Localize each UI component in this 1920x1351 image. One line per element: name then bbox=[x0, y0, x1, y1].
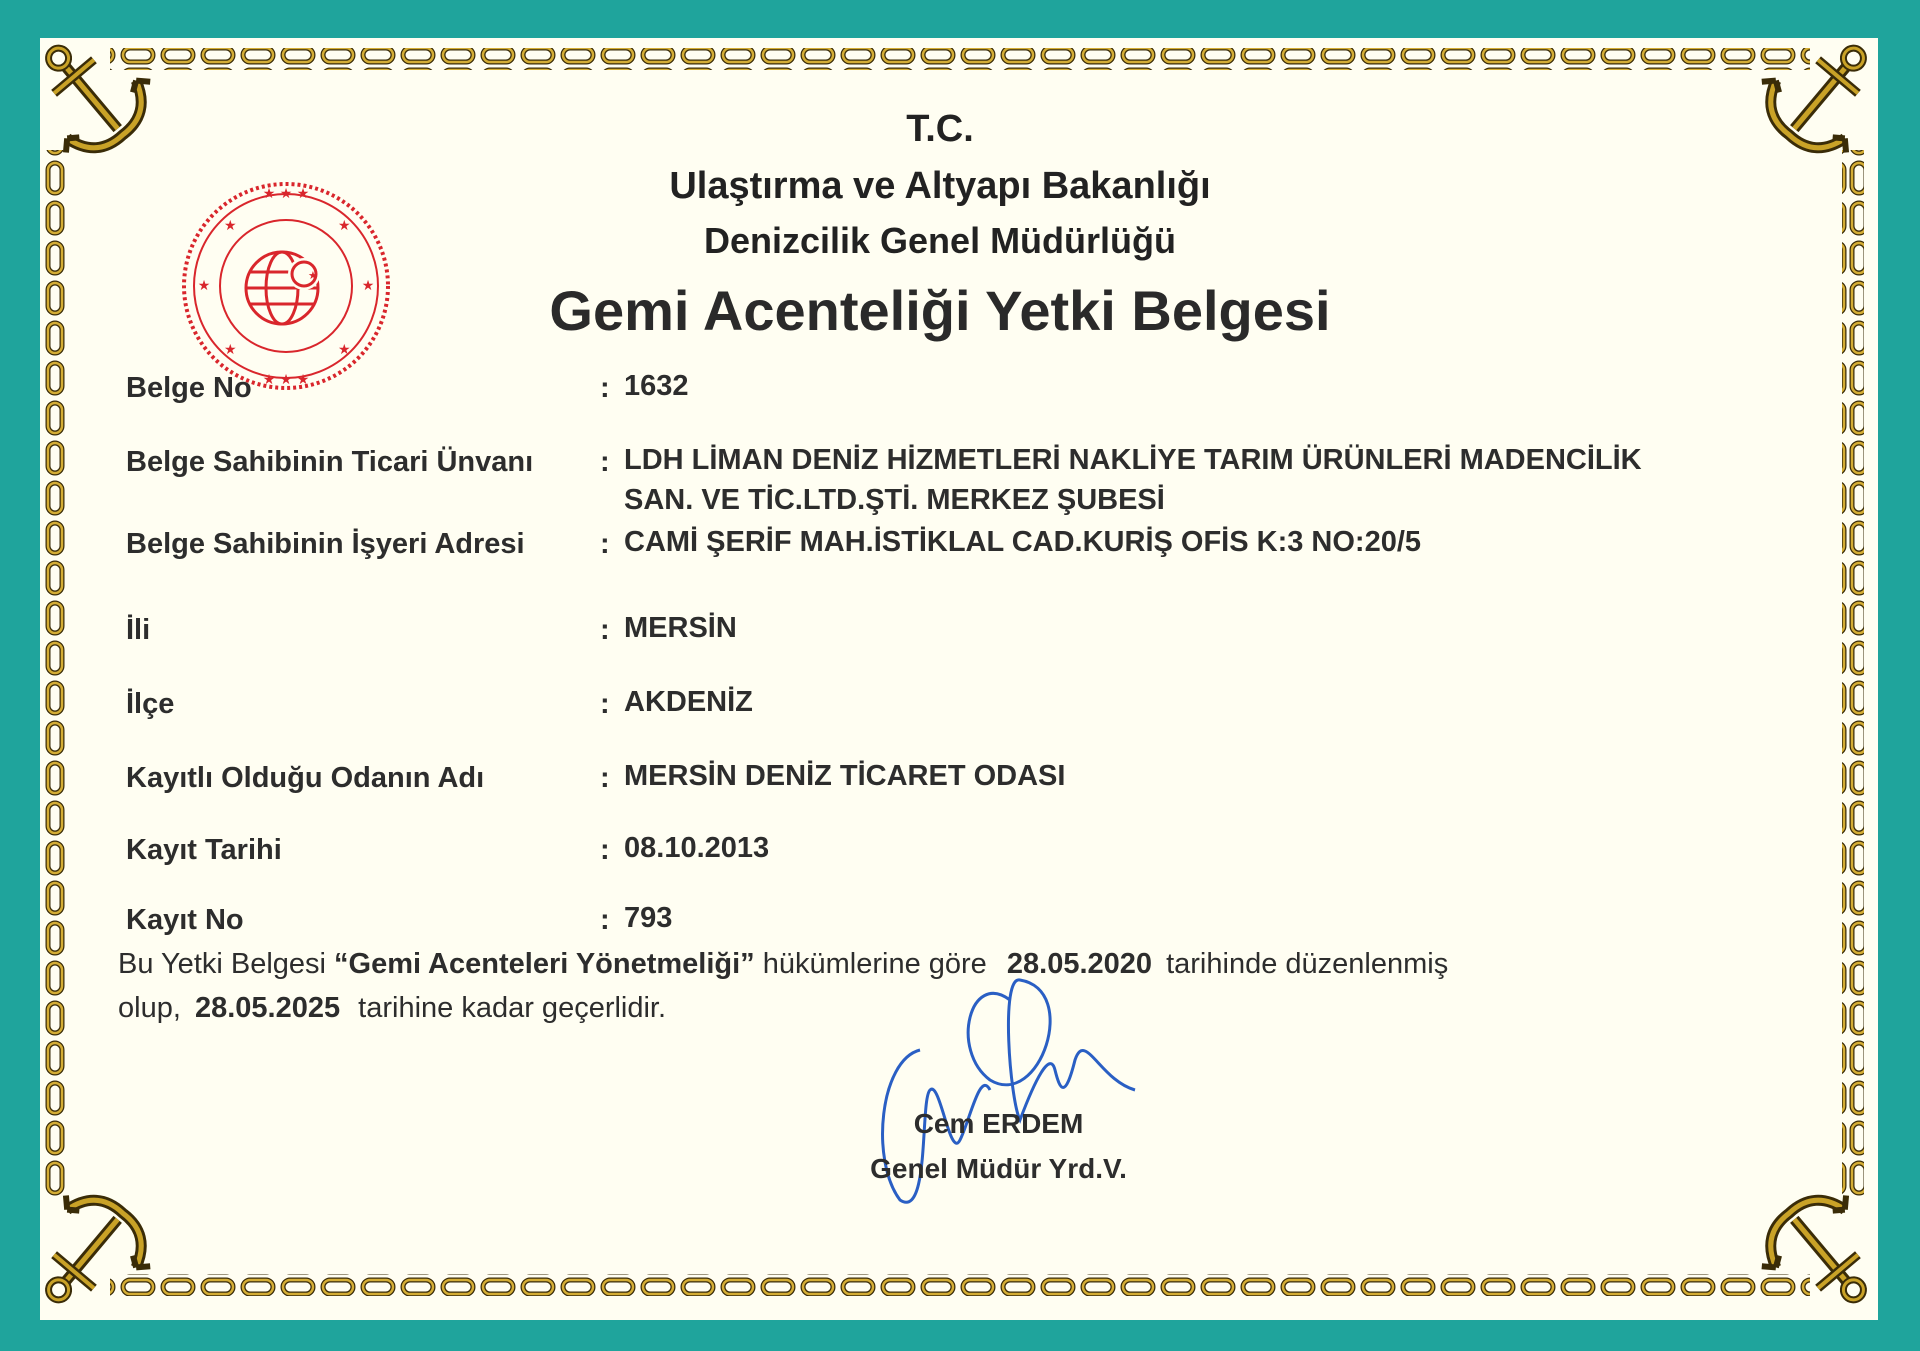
field-value: LDH LİMAN DENİZ HİZMETLERİ NAKLİYE TARIM ÜRÜNLERİ MADENCİLİK bbox=[624, 444, 1642, 476]
signatory-title: Genel Müdür Yrd.V. bbox=[870, 1153, 1127, 1184]
svg-text:★: ★ bbox=[224, 218, 237, 234]
svg-text:★: ★ bbox=[224, 342, 237, 358]
svg-text:★: ★ bbox=[361, 278, 375, 294]
statement-text: olup, bbox=[118, 992, 189, 1024]
field-label: Belge Sahibinin İşyeri Adresi bbox=[126, 528, 525, 560]
field-value-line2: SAN. VE TİC.LTD.ŞTİ. MERKEZ ŞUBESİ bbox=[624, 484, 1165, 516]
svg-text:★: ★ bbox=[308, 269, 318, 282]
statement-text: hükümlerine göre bbox=[754, 948, 995, 980]
document-title: Gemi Acenteliği Yetki Belgesi bbox=[549, 279, 1331, 342]
signatory-name: Cem ERDEM bbox=[913, 1108, 1084, 1139]
field-value: MERSİN DENİZ TİCARET ODASI bbox=[624, 760, 1066, 792]
field-label: İlçe bbox=[126, 688, 175, 720]
expiry-date: 28.05.2025 bbox=[194, 992, 341, 1024]
svg-text:★: ★ bbox=[197, 278, 211, 294]
svg-text:★: ★ bbox=[338, 218, 351, 234]
field-label: İli bbox=[126, 614, 151, 646]
svg-text:★ ★ ★: ★ ★ ★ bbox=[262, 186, 310, 202]
regulation-name: “Gemi Acenteleri Yönetmeliği” bbox=[334, 948, 755, 980]
field-value: 08.10.2013 bbox=[624, 832, 770, 864]
field-value: AKDENİZ bbox=[624, 686, 753, 718]
field-label: Belge No bbox=[126, 372, 252, 404]
field-label: Kayıt No bbox=[126, 904, 244, 936]
field-value: MERSİN bbox=[624, 612, 737, 644]
issue-date: 28.05.2020 bbox=[1006, 948, 1153, 980]
field-value: 793 bbox=[624, 902, 673, 934]
statement-text: Bu Yetki Belgesi bbox=[118, 948, 335, 980]
header-tc: T.C. bbox=[906, 108, 974, 150]
field-label: Kayıtlı Olduğu Odanın Adı bbox=[126, 762, 485, 794]
header-directorate: Denizcilik Genel Müdürlüğü bbox=[703, 220, 1177, 261]
field-label: Belge Sahibinin Ticari Ünvanı bbox=[126, 446, 534, 478]
statement-text: tarihinde düzenlenmiş bbox=[1158, 948, 1449, 980]
svg-text:★ ★ ★: ★ ★ ★ bbox=[262, 372, 310, 388]
svg-text:★: ★ bbox=[338, 342, 351, 358]
field-value: 1632 bbox=[624, 370, 689, 402]
header-ministry: Ulaştırma ve Altyapı Bakanlığı bbox=[669, 165, 1211, 207]
statement-text: tarihine kadar geçerlidir. bbox=[350, 992, 667, 1024]
field-label: Kayıt Tarihi bbox=[126, 834, 282, 866]
field-value: CAMİ ŞERİF MAH.İSTİKLAL CAD.KURİŞ OFİS K:3 NO:20/5 bbox=[624, 526, 1422, 558]
